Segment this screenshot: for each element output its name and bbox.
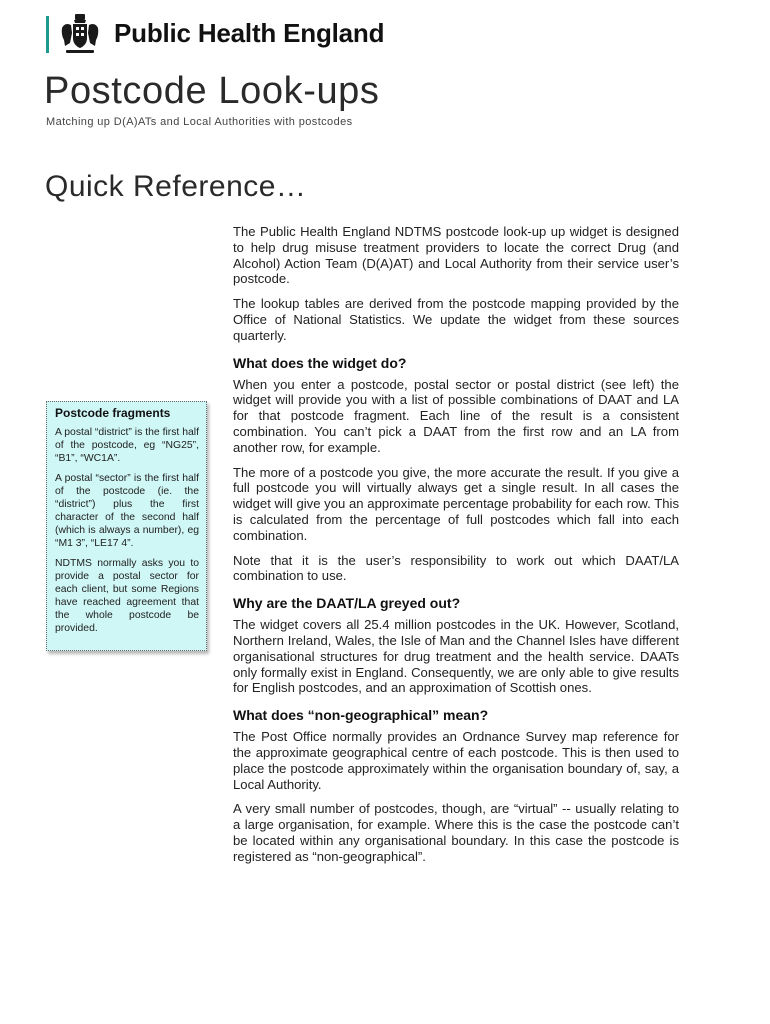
page-title: Postcode Look-ups [44, 70, 380, 112]
sidebox-heading: Postcode fragments [55, 406, 171, 420]
postcode-fragments-box [46, 401, 207, 651]
main-content [233, 224, 679, 874]
body-paragraph: The Post Office normally provides an Ordnance Survey map reference for the approximate geographical centre of each postcode. This is then used to place the postcode approximately within the organisation boundary of, say, a Local Authority. [233, 729, 679, 792]
accent-bar [46, 16, 49, 53]
sidebox-paragraph: NDTMS normally asks you to provide a postal sector for each client, but some Regions have reached agreement that the whole postcode be provided. [55, 558, 199, 634]
organisation-name: Public Health England [114, 18, 385, 48]
body-paragraph: The widget covers all 25.4 million postcodes in the UK. However, Scotland, Northern Ireland, Wales, the Isle of Man and the Channel Isles have different organisational structures for drug treatment and the health service. DAATs only formally exist in England. Consequently, we are only able to give results for English postcodes, and an approximation of Scottish ones. [233, 617, 679, 696]
body-paragraph: A very small number of postcodes, though, are “virtual” -- usually relating to a large organisation, for example. Where this is the case the postcode can’t be located within any organisational boundary. In this case the postcode is registered as “non-geographical”. [233, 801, 679, 864]
body-paragraph: When you enter a postcode, postal sector or postal district (see left) the widget will provide you with a list of possible combinations of DAAT and LA for that postcode fragment. Each line of the result is a consistent combination. You can’t pick a DAAT from the first row and an LA from another row, for example. [233, 376, 679, 455]
body-paragraph: Note that it is the user’s responsibility to work out which DAAT/LA combination to use. [233, 552, 679, 584]
page-header [46, 12, 406, 56]
royal-crest-icon [58, 12, 102, 56]
sidebox-paragraph: A postal “district” is the first half of the postcode, eg “NG25”, “B1”, “WC1A”. [55, 427, 199, 464]
intro-paragraph: The Public Health England NDTMS postcode look-up up widget is designed to help drug misuse treatment providers to locate the correct Drug (and Alcohol) Action Team (D(A)AT) and Local Authority from their service user’s postcode. [233, 224, 679, 287]
section-heading: What does “non-geographical” mean? [233, 707, 489, 724]
body-paragraph: The more of a postcode you give, the more accurate the result. If you give a full postcode you will virtually always get a single result. In all cases the widget will give you an approximate percentage probability for each row. This is calculated from the percentage of full postcodes which fall into each combination. [233, 464, 679, 543]
section-heading: What does the widget do? [233, 354, 407, 371]
sidebox-paragraph: A postal “sector” is the first half of the postcode (ie. the “district”) plus the first character of the second half (which is always a number), eg “M1 3”, “LE17 4”. [55, 473, 199, 549]
intro-paragraph: The lookup tables are derived from the postcode mapping provided by the Office of National Statistics. We update the widget from these sources quarterly. [233, 296, 679, 343]
page-subtitle: Matching up D(A)ATs and Local Authorities with postcodes [46, 116, 353, 128]
section-heading: Why are the DAAT/LA greyed out? [233, 595, 461, 612]
section-title: Quick Reference… [45, 170, 307, 203]
